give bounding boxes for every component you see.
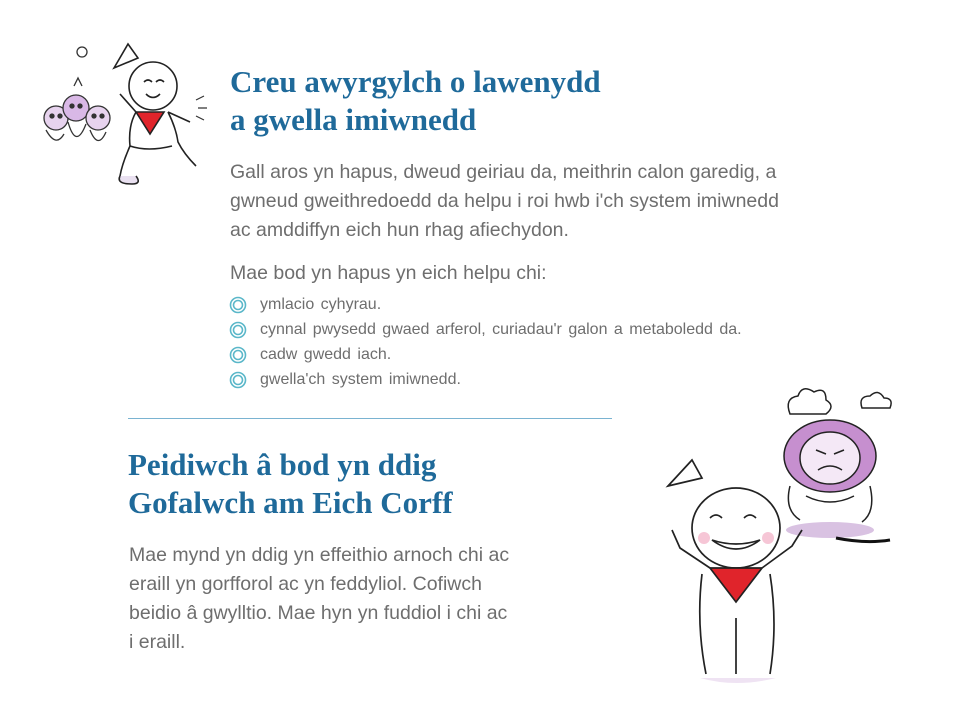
list-item-text: cynnal pwysedd gwaed arferol, curiadau'r galon a metaboledd da. bbox=[260, 320, 742, 338]
section-2-title-line-2: Gofalwch am Eich Corff bbox=[128, 485, 453, 520]
section-divider bbox=[128, 418, 612, 419]
list-item-text: ymlacio cyhyrau. bbox=[260, 295, 382, 313]
section-2-paragraph-line: eraill yn gorfforol ac yn feddyliol. Cofiwch bbox=[129, 573, 482, 595]
section-1-title-line-2: a gwella imiwnedd bbox=[230, 102, 477, 137]
double-circle-bullet-icon bbox=[229, 296, 247, 314]
double-circle-bullet-icon bbox=[229, 346, 247, 364]
cheerful-child-illustration bbox=[18, 38, 218, 188]
list-item bbox=[229, 342, 742, 367]
section-2-paragraph bbox=[129, 541, 509, 657]
double-circle-bullet-icon bbox=[229, 321, 247, 339]
section-2-paragraph-line: Mae mynd yn ddig yn effeithio arnoch chi ac bbox=[129, 544, 510, 566]
section-1-title bbox=[230, 63, 601, 139]
list-item bbox=[229, 317, 742, 342]
section-1-intro: Mae bod yn hapus yn eich helpu chi: bbox=[230, 262, 547, 284]
list-item-text: gwella'ch system imiwnedd. bbox=[260, 370, 461, 388]
section-1-paragraph-line: gwneud gweithredoedd da helpu i roi hwb i'ch system imiwnedd bbox=[230, 190, 779, 212]
section-1-paragraph bbox=[230, 158, 779, 245]
double-circle-bullet-icon bbox=[229, 371, 247, 389]
section-1-paragraph-line: Gall aros yn hapus, dweud geiriau da, meithrin calon garedig, a bbox=[230, 161, 777, 183]
section-1-paragraph-line: ac amddiffyn eich hun rhag afiechydon. bbox=[230, 219, 569, 241]
benefits-list bbox=[229, 292, 742, 392]
section-1-title-line-1: Creu awyrgylch o lawenydd bbox=[230, 64, 601, 99]
section-2-title-line-1: Peidiwch â bod yn ddig bbox=[128, 447, 437, 482]
section-2-title bbox=[128, 446, 453, 522]
list-item-text: cadw gwedd iach. bbox=[260, 345, 392, 363]
list-item bbox=[229, 292, 742, 317]
happy-and-angry-illustration bbox=[640, 378, 940, 690]
section-2-paragraph-line: beidio â gwylltio. Mae hyn yn fuddiol i chi ac bbox=[129, 602, 508, 624]
section-2-paragraph-line: i eraill. bbox=[129, 631, 186, 653]
